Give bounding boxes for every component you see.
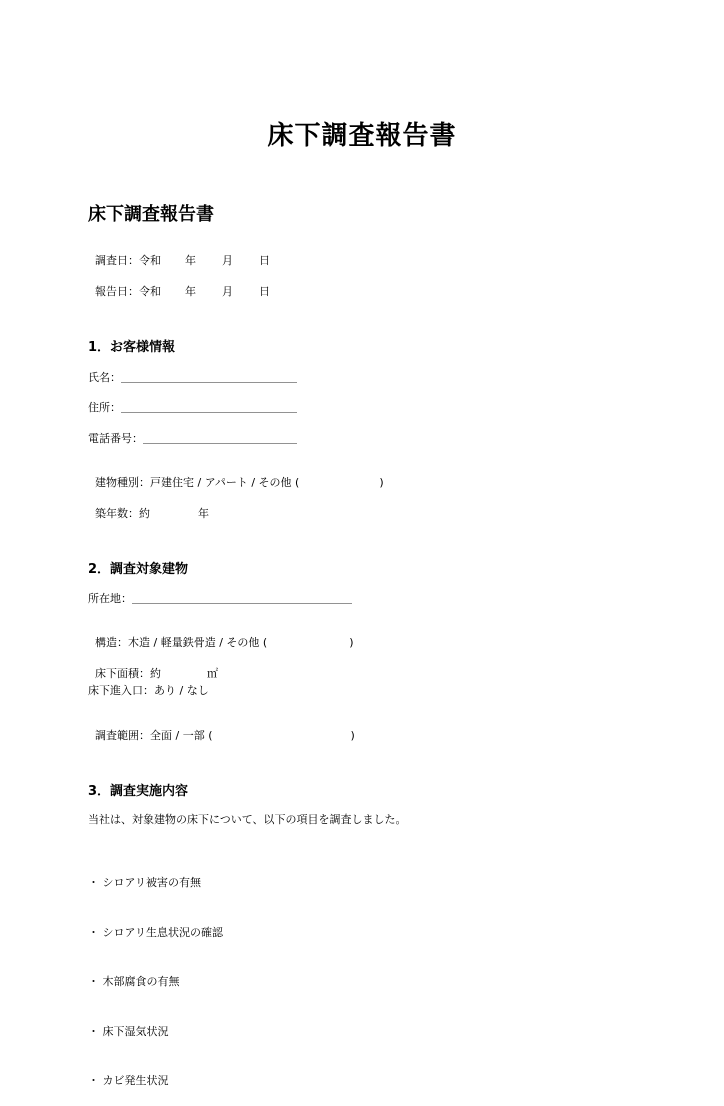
survey-items-list (88, 842, 223, 1106)
customer-phone-field: 電話番号：＿＿＿＿＿＿＿＿＿＿＿＿＿＿ (88, 432, 297, 445)
report-date-row (88, 271, 270, 299)
section-heading-target-building: 2．調査対象建物 (88, 562, 189, 577)
document-subtitle: 床下調査報告書 (88, 204, 214, 225)
location-field: 所在地：＿＿＿＿＿＿＿＿＿＿＿＿＿＿＿＿＿＿＿＿ (88, 592, 352, 605)
building-type-close: ) (379, 476, 384, 489)
report-date-month: 月 (222, 285, 233, 298)
building-age-unit: 年 (198, 507, 209, 520)
list-item: ・ シロアリ被害の有無 (88, 876, 202, 889)
section-heading-survey-content: 3．調査実施内容 (88, 784, 189, 799)
scope-close: ) (350, 729, 355, 742)
survey-intro-text: 当社は、対象建物の床下について、以下の項目を調査しました。 (88, 813, 407, 826)
floor-area-unit: ㎡ (207, 667, 218, 680)
section-heading-customer-info: 1．お客様情報 (88, 340, 176, 355)
report-date-label: 報告日：令和 (95, 285, 161, 298)
building-age-row (88, 493, 209, 521)
scope-options: 調査範囲：全面 / 一部 ( (95, 729, 213, 742)
building-type-options: 建物種別：戸建住宅 / アパート / その他 ( (95, 476, 300, 489)
scope-row (88, 715, 355, 743)
structure-row (88, 622, 353, 650)
structure-close: ) (349, 636, 354, 649)
survey-date-day: 日 (259, 254, 270, 267)
floor-area-row (88, 653, 218, 681)
list-item: ・ 木部腐食の有無 (88, 975, 180, 988)
survey-date-year: 年 (185, 254, 196, 267)
structure-options: 構造：木造 / 軽量鉄骨造 / その他 ( (95, 636, 268, 649)
list-item: ・ カビ発生状況 (88, 1074, 169, 1087)
document-title: 床下調査報告書 (267, 121, 457, 151)
report-date-day: 日 (259, 285, 270, 298)
survey-date-month: 月 (222, 254, 233, 267)
customer-address-field: 住所：＿＿＿＿＿＿＿＿＿＿＿＿＿＿＿＿ (88, 401, 297, 414)
entrance-field: 床下進入口：あり / なし (88, 684, 209, 697)
list-item: ・ 床下湿気状況 (88, 1024, 169, 1038)
floor-area-label: 床下面積：約 (95, 667, 161, 680)
survey-date-label: 調査日：令和 (95, 254, 161, 267)
survey-date-row (88, 240, 270, 268)
building-age-label: 築年数：約 (95, 507, 150, 520)
list-item: ・ シロアリ生息状況の確認 (88, 925, 224, 939)
report-date-year: 年 (185, 285, 196, 298)
customer-name-field: 氏名：＿＿＿＿＿＿＿＿＿＿＿＿＿＿＿＿ (88, 371, 297, 384)
building-type-row (88, 462, 384, 490)
